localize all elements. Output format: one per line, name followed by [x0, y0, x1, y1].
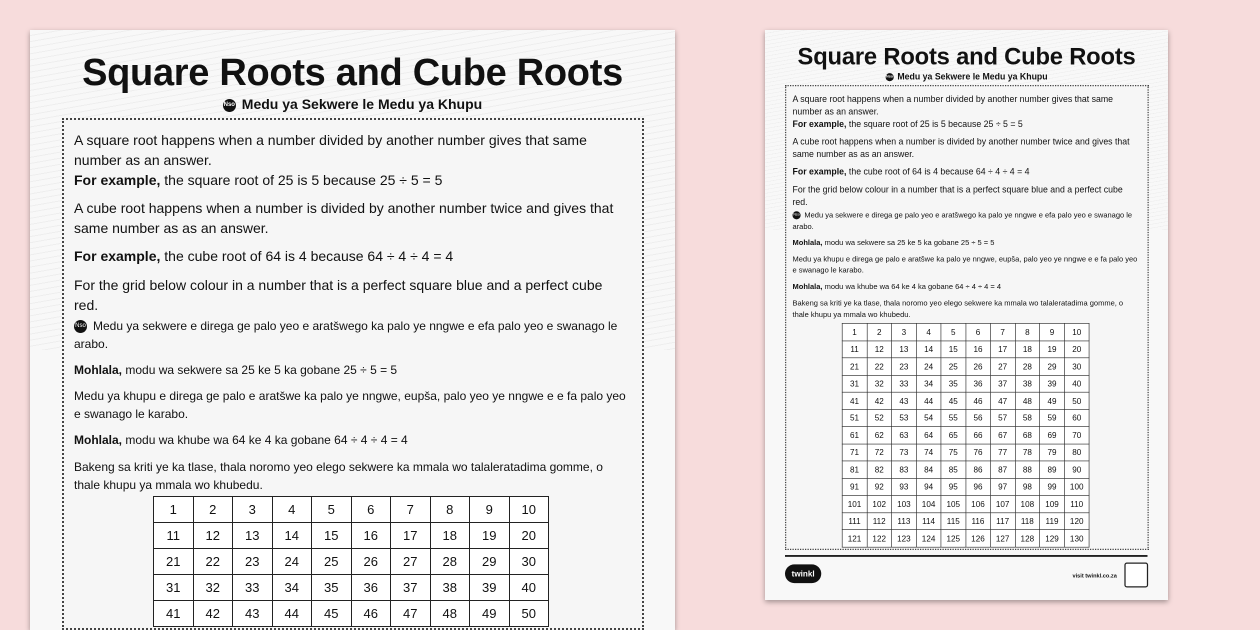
- grid-cell: 23: [233, 549, 273, 575]
- example-label: Mohlala,: [792, 281, 823, 291]
- grid-cell: 65: [941, 427, 966, 444]
- sepedi-text: Medu ya sekwere e direga ge palo yeo e aratšwego ka palo ye nngwe e efa palo yeo e swanago le arabo.: [74, 319, 618, 351]
- grid-cell: 70: [1064, 427, 1089, 444]
- grid-cell: 46: [966, 392, 991, 409]
- grid-cell: 88: [1015, 461, 1040, 478]
- grid-cell: 119: [1040, 513, 1065, 530]
- grid-cell: 127: [990, 530, 1015, 547]
- grid-cell: 41: [842, 392, 867, 409]
- grid-cell: 48: [430, 601, 470, 627]
- grid-row: [154, 497, 549, 523]
- grid-cell: 5: [312, 497, 352, 523]
- grid-cell: 75: [941, 444, 966, 461]
- grid-cell: 6: [966, 323, 991, 340]
- grid-cell: 49: [1040, 392, 1065, 409]
- grid-cell: 54: [916, 409, 941, 426]
- grid-row: [842, 409, 1089, 426]
- grid-cell: 107: [990, 495, 1015, 512]
- square-root-definition: A square root happens when a number divided by another number gives that same number as an answer.: [74, 132, 587, 168]
- grid-cell: 10: [509, 497, 549, 523]
- grid-cell: 124: [916, 530, 941, 547]
- grid-cell: 22: [867, 358, 892, 375]
- grid-cell: 16: [966, 341, 991, 358]
- sepedi-cube-definition: Medu ya khupu e direga ge palo e aratšwe ka palo ye nngwe, eupša, palo yeo ye nngwe e e fa palo yeo e swanago le karabo.: [792, 254, 1138, 275]
- example-text: modu wa khube wa 64 ke 4 ka gobane 64 ÷ 4 ÷ 4 = 4: [822, 281, 1002, 291]
- grid-cell: 57: [990, 409, 1015, 426]
- square-root-definition: A square root happens when a number divided by another number gives that same number as an answer.: [792, 93, 1114, 117]
- worksheet-subtitle: [30, 96, 675, 112]
- grid-cell: 94: [916, 478, 941, 495]
- grid-cell: 19: [1040, 341, 1065, 358]
- grid-cell: 79: [1040, 444, 1065, 461]
- grid-cell: 95: [941, 478, 966, 495]
- grid-cell: 36: [966, 375, 991, 392]
- number-grid: [153, 496, 549, 627]
- grid-cell: 40: [509, 575, 549, 601]
- grid-cell: 9: [1040, 323, 1065, 340]
- grid-cell: 24: [272, 549, 312, 575]
- grid-cell: 1: [154, 497, 194, 523]
- grid-cell: 38: [430, 575, 470, 601]
- grid-cell: 27: [391, 549, 431, 575]
- grid-cell: 3: [233, 497, 273, 523]
- sepedi-square-definition: [74, 317, 630, 353]
- grid-row: [842, 461, 1089, 478]
- grid-cell: 12: [193, 523, 233, 549]
- grid-instruction: For the grid below colour in a number that is a perfect square blue and a perfect cube red.: [74, 277, 603, 313]
- grid-cell: 30: [509, 549, 549, 575]
- grid-cell: 121: [842, 530, 867, 547]
- example-label: For example,: [74, 172, 161, 188]
- grid-cell: 116: [966, 513, 991, 530]
- grid-cell: 17: [990, 341, 1015, 358]
- grid-row: [842, 513, 1089, 530]
- grid-cell: 89: [1040, 461, 1065, 478]
- grid-cell: 21: [842, 358, 867, 375]
- grid-cell: 80: [1064, 444, 1089, 461]
- example-text: the square root of 25 is 5 because 25 ÷ 5 = 5: [846, 118, 1023, 129]
- sepedi-square-definition: [793, 209, 1141, 232]
- grid-row: [842, 323, 1089, 340]
- grid-cell: 106: [966, 495, 991, 512]
- grid-cell: 7: [990, 323, 1015, 340]
- grid-cell: 130: [1064, 530, 1089, 547]
- grid-cell: 104: [916, 495, 941, 512]
- grid-cell: 26: [351, 549, 391, 575]
- example-text: the square root of 25 is 5 because 25 ÷ 5 = 5: [160, 172, 443, 188]
- grid-cell: 122: [867, 530, 892, 547]
- grid-cell: 111: [842, 513, 867, 530]
- grid-cell: 92: [867, 478, 892, 495]
- grid-cell: 60: [1064, 409, 1089, 426]
- grid-cell: 28: [430, 549, 470, 575]
- grid-cell: 34: [272, 575, 312, 601]
- grid-cell: 13: [233, 523, 273, 549]
- grid-cell: 26: [966, 358, 991, 375]
- example-label: For example,: [74, 248, 161, 264]
- subtitle-text: Medu ya Sekwere le Medu ya Khupu: [897, 71, 1048, 82]
- grid-cell: 45: [941, 392, 966, 409]
- grid-cell: 35: [312, 575, 352, 601]
- grid-row: [842, 478, 1089, 495]
- grid-cell: 4: [272, 497, 312, 523]
- grid-cell: 39: [1040, 375, 1065, 392]
- sepedi-grid-instruction: Bakeng sa kriti ye ka tlase, thala noromo yeo elego sekwere ka mmala wo talaleratadima gomme, o thale khupu ya mmala wo khubedu.: [792, 298, 1124, 319]
- grid-cell: 67: [990, 427, 1015, 444]
- grid-cell: 17: [391, 523, 431, 549]
- language-badge-icon: Nso: [74, 320, 87, 333]
- grid-cell: 105: [941, 495, 966, 512]
- grid-cell: 44: [916, 392, 941, 409]
- grid-cell: 47: [990, 392, 1015, 409]
- grid-instruction: For the grid below colour in a number that is a perfect square blue and a perfect cube red.: [792, 184, 1123, 207]
- grid-cell: 48: [1015, 392, 1040, 409]
- grid-cell: 29: [470, 549, 510, 575]
- language-badge-icon: Nso: [793, 211, 801, 219]
- grid-cell: 84: [916, 461, 941, 478]
- grid-cell: 56: [966, 409, 991, 426]
- grid-cell: 11: [842, 341, 867, 358]
- grid-cell: 23: [892, 358, 917, 375]
- grid-cell: 117: [990, 513, 1015, 530]
- grid-cell: 66: [966, 427, 991, 444]
- sepedi-cube-example: [74, 431, 630, 449]
- sepedi-square-example: [74, 361, 630, 379]
- example-text: modu wa sekwere sa 25 ke 5 ka gobane 25 ÷ 5 = 5: [822, 238, 995, 247]
- grid-cell: 33: [233, 575, 273, 601]
- grid-cell: 64: [916, 427, 941, 444]
- grid-cell: 99: [1040, 478, 1065, 495]
- grid-cell: 69: [1040, 427, 1065, 444]
- grid-cell: 36: [351, 575, 391, 601]
- grid-cell: 24: [916, 358, 941, 375]
- grid-cell: 123: [892, 530, 917, 547]
- grid-cell: 42: [193, 601, 233, 627]
- grid-cell: 76: [966, 444, 991, 461]
- grid-cell: 100: [1064, 478, 1089, 495]
- grid-cell: 83: [892, 461, 917, 478]
- grid-cell: 21: [154, 549, 194, 575]
- grid-cell: 87: [990, 461, 1015, 478]
- grid-cell: 61: [842, 427, 867, 444]
- grid-cell: 4: [916, 323, 941, 340]
- grid-cell: 125: [941, 530, 966, 547]
- example-text: modu wa sekwere sa 25 ke 5 ka gobane 25 ÷ 5 = 5: [122, 363, 398, 377]
- grid-cell: 25: [312, 549, 352, 575]
- grid-cell: 110: [1064, 495, 1089, 512]
- grid-cell: 14: [916, 341, 941, 358]
- worksheet-preview-large: [30, 30, 675, 630]
- grid-cell: 3: [892, 323, 917, 340]
- grid-cell: 14: [272, 523, 312, 549]
- worksheet-title: Square Roots and Cube Roots: [797, 43, 1136, 70]
- grid-cell: 96: [966, 478, 991, 495]
- example-label: For example,: [792, 118, 847, 129]
- grid-cell: 8: [1015, 323, 1040, 340]
- grid-row: [842, 392, 1089, 409]
- grid-cell: 47: [391, 601, 431, 627]
- worksheet-subtitle: [765, 71, 1168, 81]
- grid-cell: 43: [892, 392, 917, 409]
- grid-cell: 113: [892, 513, 917, 530]
- grid-cell: 128: [1015, 530, 1040, 547]
- sepedi-cube-definition: Medu ya khupu e direga ge palo e aratšwe ka palo ye nngwe, eupša, palo yeo ye nngwe e e fa palo yeo e swanago le karabo.: [74, 389, 626, 421]
- grid-cell: 27: [990, 358, 1015, 375]
- grid-cell: 15: [312, 523, 352, 549]
- grid-row: [842, 375, 1089, 392]
- grid-cell: 108: [1015, 495, 1040, 512]
- example-label: For example,: [792, 166, 847, 177]
- grid-cell: 13: [892, 341, 917, 358]
- grid-row: [154, 549, 549, 575]
- example-label: Mohlala,: [74, 363, 123, 377]
- grid-cell: 74: [916, 444, 941, 461]
- grid-cell: 91: [842, 478, 867, 495]
- grid-cell: 52: [867, 409, 892, 426]
- sepedi-grid-instruction: Bakeng sa kriti ye ka tlase, thala noromo yeo elego sekwere ka mmala wo talaleratadima gomme, o thale khupu ya mmala wo khubedu.: [74, 460, 603, 492]
- grid-cell: 77: [990, 444, 1015, 461]
- grid-cell: 12: [867, 341, 892, 358]
- worksheet-title: Square Roots and Cube Roots: [82, 52, 623, 94]
- grid-cell: 62: [867, 427, 892, 444]
- grid-cell: 98: [1015, 478, 1040, 495]
- grid-cell: 37: [990, 375, 1015, 392]
- grid-row: [842, 495, 1089, 512]
- grid-row: [154, 523, 549, 549]
- grid-cell: 112: [867, 513, 892, 530]
- grid-cell: 22: [193, 549, 233, 575]
- grid-cell: 50: [1064, 392, 1089, 409]
- grid-cell: 25: [941, 358, 966, 375]
- worksheet-preview-small: [765, 30, 1168, 600]
- grid-cell: 16: [351, 523, 391, 549]
- grid-cell: 39: [470, 575, 510, 601]
- grid-cell: 109: [1040, 495, 1065, 512]
- grid-cell: 101: [842, 495, 867, 512]
- grid-row: [842, 341, 1089, 358]
- grid-cell: 43: [233, 601, 273, 627]
- grid-cell: 31: [842, 375, 867, 392]
- grid-cell: 49: [470, 601, 510, 627]
- square-root-example: [74, 170, 630, 190]
- grid-cell: 58: [1015, 409, 1040, 426]
- grid-cell: 29: [1040, 358, 1065, 375]
- grid-cell: 9: [470, 497, 510, 523]
- twinkl-logo: twinkl: [785, 564, 821, 583]
- square-root-example: [793, 118, 1141, 131]
- grid-cell: 41: [154, 601, 194, 627]
- grid-cell: 102: [867, 495, 892, 512]
- grid-cell: 81: [842, 461, 867, 478]
- grid-cell: 73: [892, 444, 917, 461]
- example-text: the cube root of 64 is 4 because 64 ÷ 4 ÷ 4 = 4: [160, 248, 454, 264]
- grid-row: [842, 427, 1089, 444]
- grid-cell: 18: [430, 523, 470, 549]
- grid-cell: 6: [351, 497, 391, 523]
- grid-row: [154, 575, 549, 601]
- grid-cell: 126: [966, 530, 991, 547]
- example-label: Mohlala,: [792, 238, 823, 247]
- number-grid: [842, 323, 1090, 547]
- grid-cell: 19: [470, 523, 510, 549]
- subtitle-text: Medu ya Sekwere le Medu ya Khupu: [241, 96, 483, 112]
- grid-cell: 118: [1015, 513, 1040, 530]
- grid-cell: 97: [990, 478, 1015, 495]
- grid-row: [842, 444, 1089, 461]
- grid-cell: 20: [1064, 341, 1089, 358]
- language-badge-icon: Nso: [223, 99, 236, 112]
- worksheet-page: [765, 30, 1168, 600]
- grid-cell: 40: [1064, 375, 1089, 392]
- footer-divider: [785, 555, 1148, 557]
- grid-cell: 59: [1040, 409, 1065, 426]
- grid-cell: 50: [509, 601, 549, 627]
- sepedi-cube-example: [793, 281, 1141, 292]
- grid-row: [154, 601, 549, 627]
- grid-cell: 28: [1015, 358, 1040, 375]
- grid-cell: 51: [842, 409, 867, 426]
- grid-cell: 86: [966, 461, 991, 478]
- grid-cell: 68: [1015, 427, 1040, 444]
- grid-cell: 78: [1015, 444, 1040, 461]
- cube-root-example: [793, 165, 1141, 178]
- grid-cell: 63: [892, 427, 917, 444]
- grid-cell: 55: [941, 409, 966, 426]
- footer-website: visit twinkl.co.za: [1072, 572, 1117, 579]
- grid-cell: 90: [1064, 461, 1089, 478]
- grid-cell: 7: [391, 497, 431, 523]
- grid-row: [842, 358, 1089, 375]
- grid-cell: 30: [1064, 358, 1089, 375]
- grid-cell: 31: [154, 575, 194, 601]
- grid-cell: 114: [916, 513, 941, 530]
- grid-cell: 115: [941, 513, 966, 530]
- example-text: the cube root of 64 is 4 because 64 ÷ 4 ÷ 4 = 4: [846, 166, 1030, 177]
- grid-cell: 45: [312, 601, 352, 627]
- grid-row: [842, 530, 1089, 547]
- language-badge-icon: Nso: [885, 73, 893, 81]
- grid-cell: 71: [842, 444, 867, 461]
- grid-cell: 82: [867, 461, 892, 478]
- grid-cell: 37: [391, 575, 431, 601]
- grid-cell: 10: [1064, 323, 1089, 340]
- grid-cell: 129: [1040, 530, 1065, 547]
- grid-cell: 8: [430, 497, 470, 523]
- grid-cell: 103: [892, 495, 917, 512]
- grid-cell: 18: [1015, 341, 1040, 358]
- grid-cell: 11: [154, 523, 194, 549]
- grid-cell: 32: [193, 575, 233, 601]
- cube-root-definition: A cube root happens when a number is divided by another number twice and gives that same number as as an answer.: [792, 136, 1130, 159]
- cube-root-example: [74, 246, 630, 266]
- grid-cell: 34: [916, 375, 941, 392]
- sepedi-text: Medu ya sekwere e direga ge palo yeo e aratšwego ka palo ye nngwe e efa palo yeo e swanago le arabo.: [792, 210, 1133, 231]
- grid-cell: 42: [867, 392, 892, 409]
- grid-cell: 32: [867, 375, 892, 392]
- grid-cell: 2: [193, 497, 233, 523]
- quality-badge-icon: [1124, 563, 1148, 588]
- cube-root-definition: A cube root happens when a number is divided by another number twice and gives that same number as as an answer.: [74, 200, 614, 236]
- grid-cell: 44: [272, 601, 312, 627]
- grid-cell: 2: [867, 323, 892, 340]
- grid-cell: 72: [867, 444, 892, 461]
- grid-cell: 5: [941, 323, 966, 340]
- grid-cell: 15: [941, 341, 966, 358]
- grid-cell: 35: [941, 375, 966, 392]
- grid-cell: 85: [941, 461, 966, 478]
- sepedi-square-example: [793, 237, 1141, 248]
- grid-cell: 53: [892, 409, 917, 426]
- grid-cell: 38: [1015, 375, 1040, 392]
- grid-cell: 20: [509, 523, 549, 549]
- worksheet-page: [30, 30, 675, 630]
- example-label: Mohlala,: [74, 433, 123, 447]
- example-text: modu wa khube wa 64 ke 4 ka gobane 64 ÷ 4 ÷ 4 = 4: [122, 433, 408, 447]
- grid-cell: 46: [351, 601, 391, 627]
- grid-cell: 33: [892, 375, 917, 392]
- grid-cell: 93: [892, 478, 917, 495]
- grid-cell: 1: [842, 323, 867, 340]
- grid-cell: 120: [1064, 513, 1089, 530]
